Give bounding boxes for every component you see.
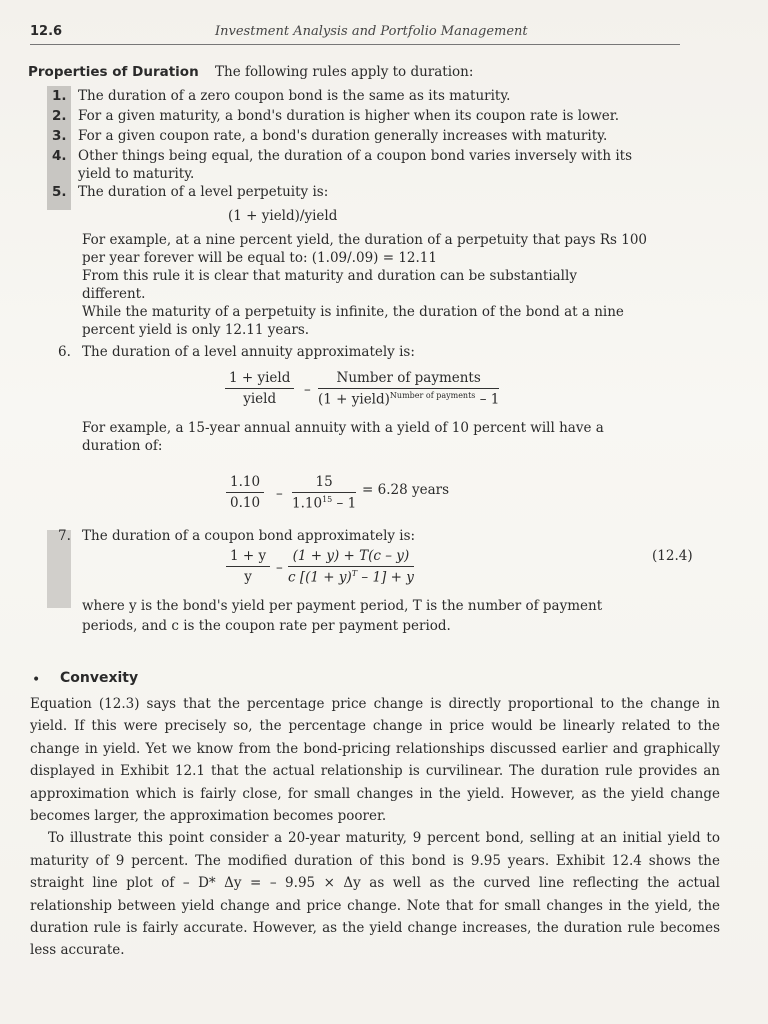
- minus-sign: –: [276, 486, 283, 502]
- section-heading: Properties of Duration: [28, 64, 199, 80]
- rule-number: 1.: [52, 88, 67, 104]
- bullet-icon: •: [32, 672, 41, 688]
- paragraph: Equation (12.3) says that the percentage price change is directly proportional to the change in yield. If this were precisely so, the percentage change in price would be linearly related to the change in yield. Yet we know from the bond-pricing relationships discussed earlier and graphically displayed in Exhibit 12.1 that the actual relationship is curvilinear. The duration rule provides an approximation which is fairly close, for small changes in the yield. However, as the yield change becomes larger, the approximation becomes poorer.: [30, 696, 720, 825]
- rule-text: The duration of a level annuity approximately is:: [82, 344, 415, 360]
- rule-text: Other things being equal, the duration of a coupon bond varies inversely with its: [78, 148, 632, 164]
- numerator: 1 + yield: [225, 370, 294, 389]
- rule-number: 4.: [52, 148, 67, 164]
- coupon-fraction-right: [288, 548, 414, 586]
- minus-sign: –: [304, 382, 311, 398]
- denominator-tail: – 1] + y: [361, 569, 414, 586]
- running-head-title: Investment Analysis and Portfolio Management: [215, 24, 528, 39]
- example-line: percent yield is only 12.11 years.: [82, 322, 310, 338]
- perpetuity-formula: (1 + yield)/yield: [228, 208, 338, 224]
- exponent: Number of payments: [389, 391, 476, 400]
- annuity-fraction-left: [225, 370, 294, 407]
- rule-text: The duration of a coupon bond approximately is:: [82, 528, 416, 544]
- running-header: [30, 22, 680, 45]
- denominator: 0.10: [230, 495, 261, 511]
- denominator: [288, 567, 414, 586]
- paragraph: To illustrate this point consider a 20-year maturity, 9 percent bond, selling at an initial yield to maturity of 9 percent. The modified duration of this bond is 9.95 years. Exhibit 12.4 shows the straight line plot of – D* Δy = – 9.95 × Δy as well as the curved line reflecting the actual relationship between yield change and price change. Note that for small changes in the yield, the duration rule is fairly accurate. However, as the yield change increases, the duration rule becomes less accurate.: [30, 830, 720, 959]
- denominator-base: 1.10: [292, 495, 323, 512]
- numerator: 1 + y: [226, 548, 270, 567]
- equation-number: (12.4): [652, 548, 693, 564]
- calc-fraction-left: [226, 474, 264, 511]
- numerator: Number of payments: [318, 370, 499, 389]
- example-line: For example, at a nine percent yield, the duration of a perpetuity that pays Rs 100: [82, 232, 648, 248]
- exponent: T: [351, 569, 358, 578]
- where-line: where y is the bond's yield per payment period, T is the number of payment: [82, 598, 603, 614]
- calc-fraction-right: [292, 474, 356, 512]
- rule-text-continued: yield to maturity.: [78, 166, 195, 182]
- denominator: [318, 389, 499, 408]
- rule-number: 7.: [58, 528, 71, 544]
- rule-text: The duration of a zero coupon bond is the same as its maturity.: [78, 88, 511, 104]
- where-line: periods, and c is the coupon rate per payment period.: [82, 618, 451, 634]
- coupon-fraction-left: [226, 548, 270, 585]
- example-line: While the maturity of a perpetuity is infinite, the duration of the bond at a nine: [82, 304, 624, 320]
- rule-number: 3.: [52, 128, 67, 144]
- rule-number: 2.: [52, 108, 67, 124]
- example-line: For example, a 15-year annual annuity with a yield of 10 percent will have a: [82, 420, 604, 436]
- example-line: From this rule it is clear that maturity and duration can be substantially: [82, 268, 577, 284]
- example-line: duration of:: [82, 438, 163, 454]
- minus-sign: –: [276, 560, 283, 576]
- numerator: 15: [292, 474, 356, 493]
- denominator-tail: – 1: [336, 495, 357, 512]
- numerator: 1.10: [226, 474, 264, 493]
- section-intro: The following rules apply to duration:: [215, 64, 474, 80]
- example-line: per year forever will be equal to: (1.09/.09) = 12.11: [82, 250, 437, 266]
- denominator: y: [244, 569, 252, 585]
- denominator-base: c [(1 + y): [288, 569, 352, 586]
- denominator-tail: – 1: [479, 391, 500, 408]
- denominator: [292, 493, 356, 512]
- denominator-base: (1 + yield): [318, 391, 390, 408]
- rule-text: The duration of a level perpetuity is:: [78, 184, 329, 200]
- exponent: 15: [322, 495, 333, 504]
- denominator: yield: [243, 391, 277, 407]
- annuity-fraction-right: [318, 370, 499, 408]
- page-number: 12.6: [30, 24, 63, 39]
- rule-text: For a given maturity, a bond's duration is higher when its coupon rate is lower.: [78, 108, 619, 124]
- example-line: different.: [82, 286, 146, 302]
- rule-number: 5.: [52, 184, 67, 200]
- rule-number: 6.: [58, 344, 71, 360]
- convexity-heading: Convexity: [60, 670, 139, 686]
- convexity-body: [30, 693, 720, 962]
- calc-result: = 6.28 years: [362, 482, 449, 498]
- numerator: (1 + y) + T(c – y): [288, 548, 414, 567]
- rule-text: For a given coupon rate, a bond's duration generally increases with maturity.: [78, 128, 608, 144]
